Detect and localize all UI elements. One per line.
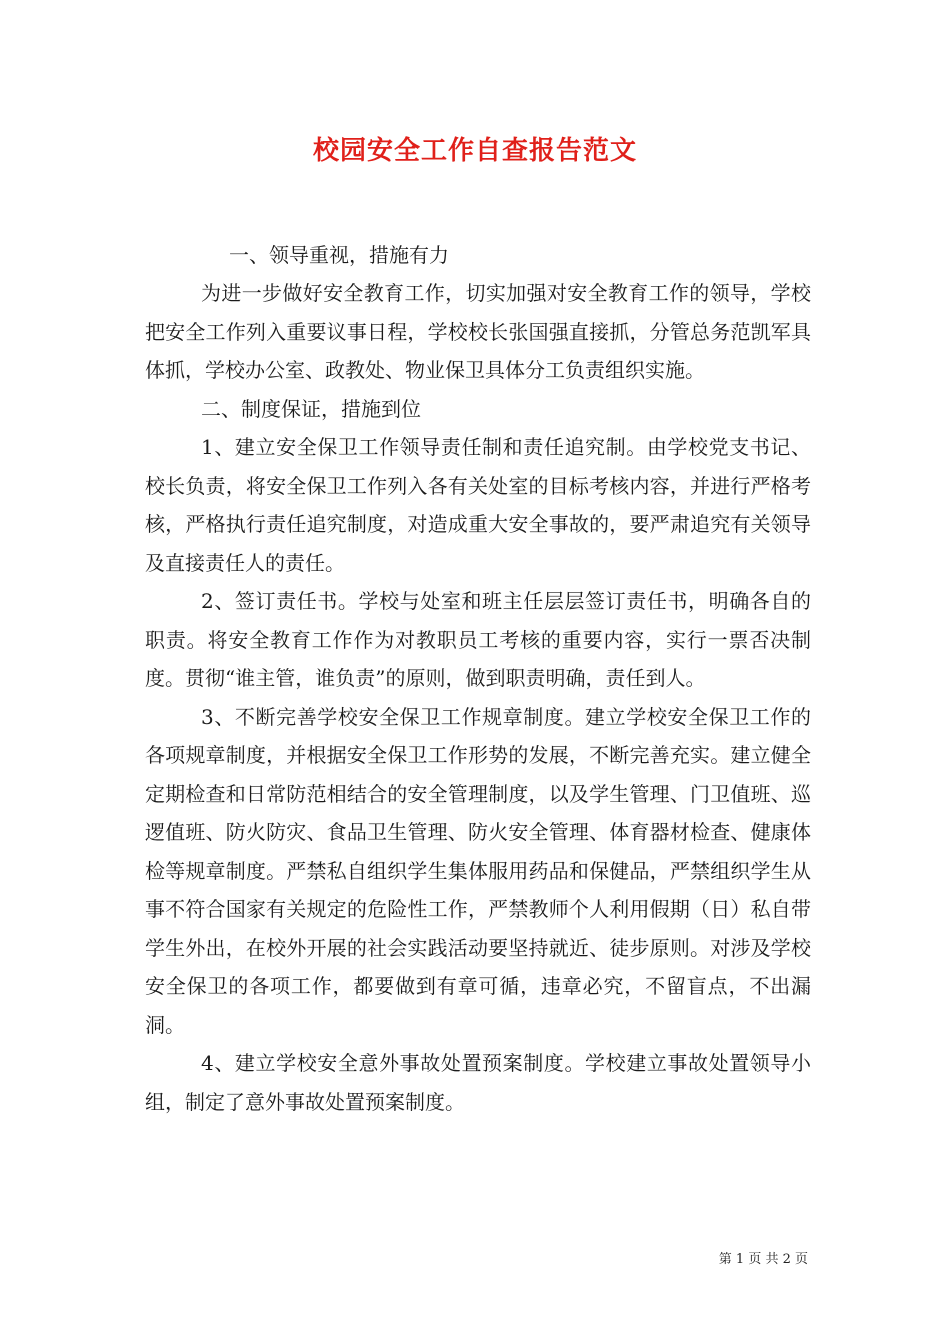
item-3-paragraph: 3、不断完善学校安全保卫工作规章制度。建立学校安全保卫工作的各项规章制度，并根据安全保卫工作形势的发展，不断完善充实。建立健全定期检查和日常防范相结合的安全管理制度，以及学生管理、门卫值班、巡逻值班、防火防灾、食品卫生管理、防火安全管理、体育器材检查、健康体检等规章制度。严禁私自组织学生集体服用药品和保健品，严禁组织学生从事不符合国家有关规定的危险性工作，严禁教师个人利用假期（日）私自带学生外出，在校外开展的社会实践活动要坚持就近、徒步原则。对涉及学校安全保卫的各项工作，都要做到有章可循，违章必究，不留盲点，不出漏洞。 [145, 704, 811, 1037]
document-title: 校园安全工作自查报告范文 [312, 136, 637, 166]
item-1-paragraph: 1、建立安全保卫工作领导责任制和责任追究制。由学校党支书记、校长负责，将安全保卫工作列入各有关处室的目标考核内容，并进行严格考核，严格执行责任追究制度，对造成重大安全事故的，要严肃追究有关领导及直接责任人的责任。 [145, 435, 811, 575]
document-body [145, 236, 811, 1121]
item-4-paragraph: 4、建立学校安全意外事故处置预案制度。学校建立事故处置领导小组，制定了意外事故处置预案制度。 [145, 1051, 811, 1114]
page-number: 第 1 页 共 2 页 [718, 1252, 808, 1267]
section-heading-1: 一、领导重视，措施有力 [229, 243, 449, 267]
section-1-paragraph: 为进一步做好安全教育工作，切实加强对安全教育工作的领导，学校把安全工作列入重要议事日程，学校校长张国强直接抓，分管总务范凯军具体抓，学校办公室、政教处、物业保卫具体分工负责组织实施。 [145, 281, 811, 382]
item-2-paragraph: 2、签订责任书。学校与处室和班主任层层签订责任书，明确各自的职责。将安全教育工作作为对教职员工考核的重要内容，实行一票否决制度。贯彻“谁主管，谁负责”的原则，做到职责明确，责任到人。 [145, 589, 811, 690]
section-heading-2: 二、制度保证，措施到位 [201, 396, 421, 421]
